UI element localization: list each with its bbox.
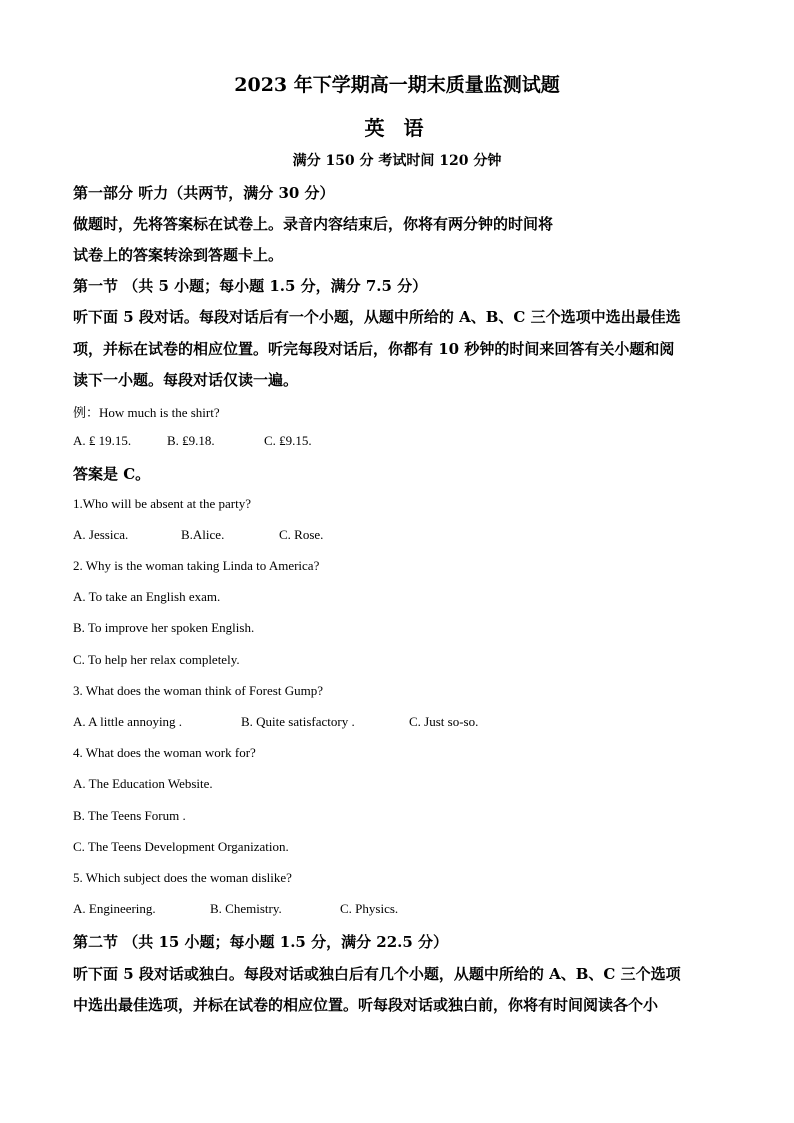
question-4-option-b: B. The Teens Forum . bbox=[73, 808, 186, 823]
question-5-option-c: C. Physics. bbox=[340, 901, 399, 916]
question-4-option-a: A. The Education Website. bbox=[73, 776, 213, 791]
example-question: 例：How much is the shirt? bbox=[73, 405, 220, 420]
question-2-option-c: C. To help her relax completely. bbox=[73, 652, 240, 667]
question-3-option-a: A. A little annoying . bbox=[73, 714, 183, 729]
question-5-option-b: B. Chemistry. bbox=[210, 901, 282, 916]
example-answer: 答案是 C。 bbox=[73, 465, 151, 483]
example-option-a: A. ₤ 19.15. bbox=[73, 433, 132, 448]
question-1: 1.Who will be absent at the party? bbox=[73, 496, 251, 511]
exam-info: 满分 150 分 考试时间 120 分钟 bbox=[292, 153, 502, 169]
question-3: 3. What does the woman think of Forest Gump? bbox=[73, 683, 323, 698]
section2-heading: 第二节 （共 15 小题；每小题 1.5 分，满分 22.5 分） bbox=[73, 933, 449, 951]
question-2: 2. Why is the woman taking Linda to America? bbox=[73, 558, 320, 573]
question-1-option-b: B.Alice. bbox=[181, 527, 225, 542]
question-5-option-a: A. Engineering. bbox=[73, 901, 156, 916]
question-2-option-b: B. To improve her spoken English. bbox=[73, 620, 255, 635]
question-4-option-c: C. The Teens Development Organization. bbox=[73, 839, 289, 854]
section2-instruction-line: 中选出最佳选项，并标在试卷的相应位置。听每段对话或独白前，你将有时间阅读各个小 bbox=[73, 996, 659, 1014]
exam-subject: 英 语 bbox=[364, 116, 430, 140]
section1-instruction-line: 项，并标在试卷的相应位置。听完每段对话后，你都有 10 秒钟的时间来回答有关小题和阅 bbox=[73, 340, 675, 358]
section2-instruction-line: 听下面 5 段对话或独白。每段对话或独白后有几个小题，从题中所给的 A、B、C 三个选项 bbox=[73, 965, 681, 983]
question-5: 5. Which subject does the woman dislike? bbox=[73, 870, 292, 885]
question-1-option-a: A. Jessica. bbox=[73, 527, 129, 542]
section1-instruction-line: 读下一小题。每段对话仅读一遍。 bbox=[73, 371, 299, 389]
exam-title: 2023 年下学期高一期末质量监测试题 bbox=[234, 74, 560, 96]
question-4: 4. What does the woman work for? bbox=[73, 745, 256, 760]
part1-instruction-line: 试卷上的答案转涂到答题卡上。 bbox=[73, 246, 284, 264]
question-3-option-c: C. Just so-so. bbox=[409, 714, 479, 729]
example-option-c: C. ₤9.15. bbox=[264, 433, 312, 448]
part1-instruction-line: 做题时，先将答案标在试卷上。录音内容结束后，你将有两分钟的时间将 bbox=[73, 215, 554, 233]
example-option-b: B. ₤9.18. bbox=[167, 433, 215, 448]
section1-heading: 第一节 （共 5 小题；每小题 1.5 分，满分 7.5 分） bbox=[73, 277, 428, 295]
section1-instruction-line: 听下面 5 段对话。每段对话后有一个小题，从题中所给的 A、B、C 三个选项中选出最佳选 bbox=[73, 308, 681, 326]
question-2-option-a: A. To take an English exam. bbox=[73, 589, 221, 604]
question-1-option-c: C. Rose. bbox=[279, 527, 324, 542]
part1-heading: 第一部分 听力（共两节，满分 30 分） bbox=[73, 184, 335, 202]
question-3-option-b: B. Quite satisfactory . bbox=[241, 714, 355, 729]
